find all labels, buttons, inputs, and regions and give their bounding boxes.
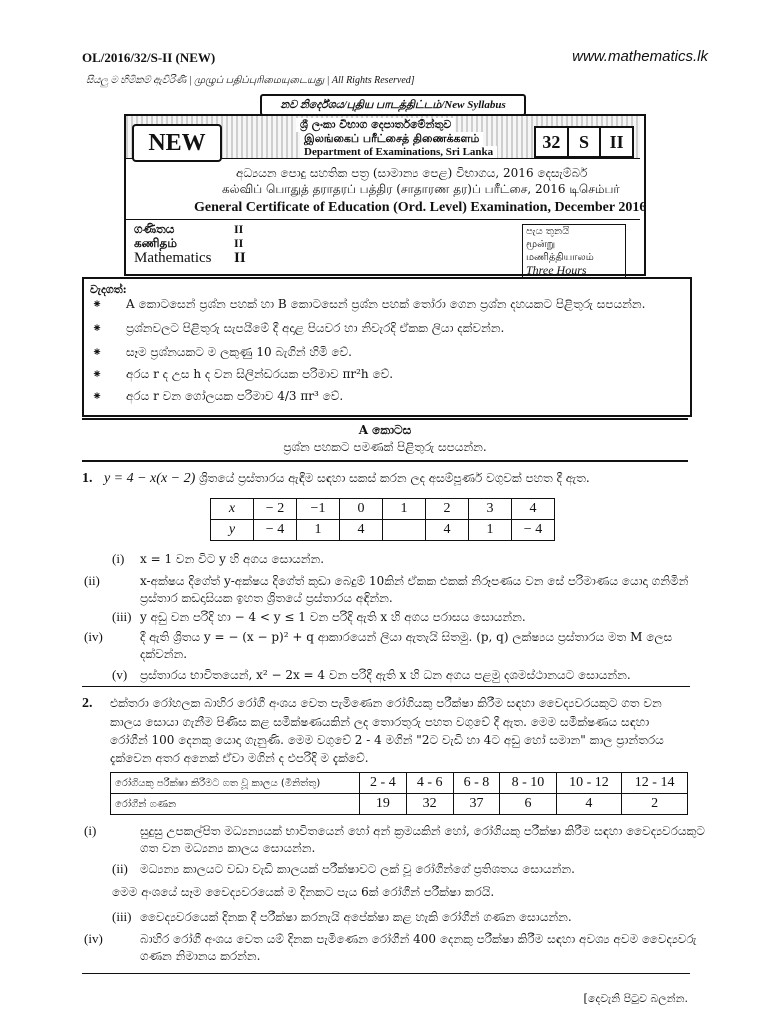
table-row (111, 794, 688, 815)
table-header-cell: රෝගීන් ගණන (111, 794, 360, 815)
table-cell: 32 (406, 794, 453, 815)
paper-code: OL/2016/32/S-II (NEW) (82, 50, 216, 65)
star-icon: ⁕ (92, 345, 103, 359)
instruction-text: අරය r ද උස h ද වන සිලින්ඩරයක පරිමාව πr²h වේ. (126, 367, 394, 381)
subject-english (134, 250, 246, 267)
table-cell: 0 (340, 499, 383, 520)
part-label: (i) (112, 551, 125, 566)
question-text: එක්තරා රෝහලක බාහිර රෝගී අංශය වෙත පැමිණෙන රෝගියකු පරීක්ෂා කිරීම සඳහා වෛද්‍යවරයකුට ගත වන කාලය සොයා ගැනීම පිණිස කළ සමීක්ෂණයකින් ලද තොරතුරු පහත වගුවේ දී ඇත. මෙම සමීක්ෂණය සඳහා රෝගීන් 100 දෙනකු යොදා ගැනුණි. මෙම වගුවේ 2 - 4 මගින් "2ට වැඩි හා 4ට අඩු හෝ සමාන" කාල ප්‍රාන්තරය දැක්වෙන අතර අනෙක් ඒවා මගින් ද එපරිදි ම දැක්වේ. (110, 696, 664, 765)
paper-number: II (234, 222, 244, 236)
part-text: වෛද්‍යවරයෙක් දිනක දී පරීක්ෂා කරනැයි අපේක්ෂා කළ හැකි රෝගීන් ගණන සොයන්න. (140, 910, 572, 924)
table-cell: − 2 (254, 499, 297, 520)
part-label: (i) (84, 823, 97, 838)
part-text: දී ඇති ශ්‍රිතය y = − (x − p)² + q ආකාරයෙන් ලියා ඇතැයි සිතමු. (p, q) ලක්ෂ්‍යය ප්‍රස්තාරය මත M ලෙස දක්වන්න. (140, 630, 673, 661)
q2-frequency-table (110, 772, 688, 815)
part-text: බාහිර රෝගී අංශය වෙත යම් දිනක පැමිණෙන රෝගීන් 400 දෙනකු පරීක්ෂා කිරීම සඳහා අවශ්‍ය අවම වෛද්‍යවරු ගණන නිමානය කරන්න. (140, 932, 697, 963)
table-cell: 12 - 14 (622, 773, 688, 794)
question-number: 2. (82, 696, 93, 711)
table-cell: 4 (340, 520, 383, 541)
paper-number: II (234, 250, 246, 266)
part-label: (iii) (112, 909, 132, 924)
part-text: සුදුසු උපකල්පිත මධ්‍යන්‍යයක් භාවිතයෙන් හෝ අන් ක්‍රමයකින් හෝ, රෝගියකු පරීක්ෂා කිරීම සඳහා වෛද්‍යවරයකුට ගත වන මධ්‍යන්‍ය කාලය සොයන්න. (140, 824, 705, 855)
star-icon: ⁕ (92, 389, 103, 403)
q2-part (112, 860, 690, 878)
q2-part (84, 822, 718, 857)
table-cell: 19 (360, 794, 407, 815)
instruction-text: ප්‍රශ්නවලට පිළිතුරු සැපයීමේ දී අදාළ පියවර හා නිවැරදි ඒකක ලියා දක්වන්න. (126, 321, 505, 335)
part-text: x = 1 වන විට y හි අගය සොයන්න. (140, 552, 325, 566)
question-2 (82, 694, 690, 767)
paper-code-box (534, 126, 634, 158)
instruction-item (92, 389, 343, 404)
exam-title-sinhala: අධ්‍යයන පොදු සහතික පත්‍ර (සාමාන්‍ය පෙළ) විභාගය, 2016 දෙසැම්බර් (236, 166, 588, 180)
table-cell: − 4 (512, 520, 555, 541)
q1-part (112, 666, 690, 684)
part-a-title: A කොටස (358, 423, 412, 437)
department-name-english: Department of Examinations, Sri Lanka (300, 146, 497, 158)
rights-notice: සියලු ම හිමිකම් ඇවිරිණි | முழுப் பதிப்புரிமையுடையது | All Rights Reserved] (86, 75, 415, 86)
part-text: මධ්‍යන්‍ය කාලයට වඩා වැඩි කාලයක් පරීක්ෂාවට ලක් වූ රෝගීන්ගේ ප්‍රතිශතය සොයන්න. (140, 862, 575, 876)
table-row (211, 520, 555, 541)
table-cell: 4 (512, 499, 555, 520)
table-header-cell: රෝගියකු පරීක්ෂා කිරීමට ගත වූ කාලය (මිනිත්තු) (111, 773, 360, 794)
part-text: ප්‍රස්තාරය භාවිතයෙන්, x² − 2x = 4 වන පරිදි ඇති x හි ධන අගය පළමු දශමස්ථානයට සොයන්න. (140, 668, 631, 682)
table-cell: 1 (383, 499, 426, 520)
part-text: y අඩු වන පරිදි හා − 4 < y ≤ 1 වන පරිදි ඇති x හි අගය පරාසය සොයන්න. (140, 610, 526, 624)
q1-part (84, 628, 718, 663)
instruction-item (92, 321, 504, 336)
q1-value-table (210, 498, 555, 541)
q2-part (84, 930, 718, 965)
part-label: (ii) (84, 573, 100, 588)
subject-row (126, 219, 640, 277)
table-row (111, 773, 688, 794)
q1-part (112, 550, 690, 568)
instruction-text: සෑම ප්‍රශ්නයකට ම ලකුණු 10 බැගින් හිමි වේ. (126, 345, 352, 359)
instruction-item (92, 345, 352, 360)
table-cell: 1 (297, 520, 340, 541)
instruction-item (92, 297, 645, 312)
instruction-item (92, 367, 393, 382)
instructions-title: වැදගත්: (90, 283, 127, 296)
table-cell: 4 (426, 520, 469, 541)
instructions-box (82, 277, 692, 417)
function-expression: y = 4 − x(x − 2) (103, 471, 196, 486)
table-cell: 2 - 4 (360, 773, 407, 794)
part-text: මෙම අංශයේ සෑම වෛද්‍යවරයෙක් ම දිනකට පැය 6ක් රෝගීන් පරීක්ෂා කරයි. (112, 885, 495, 899)
syllabus-label: නව නිර්දේශය/புதிய பாடத்திட்டம்/New Syllabus (260, 94, 526, 116)
star-icon: ⁕ (92, 321, 103, 335)
q1-part (112, 608, 690, 626)
table-cell: 8 - 10 (500, 773, 556, 794)
star-icon: ⁕ (92, 367, 103, 381)
time-box (522, 224, 626, 278)
website-url: www.mathematics.lk (572, 48, 708, 65)
exam-title-english: General Certificate of Education (Ord. Level) Examination, December 2016 (194, 200, 647, 215)
part-text: x-අක්ෂය දිගේත් y-අක්ෂය දිගේත් කුඩා බෙදුම් 10කින් ඒකක එකක් නිරූපණය වන සේ පරිමාණය යොදා ගනිමින් ප්‍රස්තාර කඩදාසියක ඉහත ශ්‍රිතයේ ප්‍රස්තාරය අඳින්න. (140, 574, 689, 605)
q2-note (112, 884, 690, 901)
table-cell: 4 - 6 (406, 773, 453, 794)
exam-title-tamil: கல்விப் பொதுத் தராதரப் பத்திர (சாதாரண தர)ப் பரீட்சை, 2016 டிசெம்பர் (222, 182, 620, 196)
table-header-cell: y (211, 520, 254, 541)
time-tamil: மூன்று மணித்தியாலம் (526, 239, 594, 263)
question-number: 1. (82, 471, 93, 486)
part-a-header (82, 418, 688, 462)
table-cell (383, 520, 426, 541)
part-label: (ii) (112, 861, 128, 876)
star-icon: ⁕ (92, 297, 103, 311)
subject-name: ගණිතය (134, 222, 175, 236)
table-cell: 6 - 8 (453, 773, 500, 794)
table-cell: 4 (556, 794, 622, 815)
q2-part (112, 908, 690, 926)
turn-page-note: [දෙවැනි පිටුව බලන්න. (583, 992, 688, 1005)
table-cell: − 4 (254, 520, 297, 541)
department-name-sinhala: ශ්‍රී ලංකා විභාග දෙපාර්තමේන්තුව (296, 118, 455, 132)
subject-name: Mathematics (134, 250, 212, 266)
table-cell: 3 (469, 499, 512, 520)
part-label: (v) (112, 667, 128, 682)
question-divider (82, 686, 690, 687)
table-cell: 37 (453, 794, 500, 815)
paper-number: II (234, 236, 244, 250)
table-row (211, 499, 555, 520)
page-bottom-rule (82, 973, 690, 974)
subject-name: கணிதம் (134, 236, 177, 250)
instruction-text: A කොටසෙන් ප්‍රශ්න පහක් හා B කොටසෙන් ප්‍රශ්න පහක් තෝරා ගෙන ප්‍රශ්න දහයකට පිළිතුරු සපයන්න. (126, 297, 646, 311)
department-name-tamil: இலங்கைப் பரீட்சைத் திணைக்களம் (300, 132, 483, 147)
code-cell: S (569, 128, 602, 156)
table-header-cell: x (211, 499, 254, 520)
table-cell: 6 (500, 794, 556, 815)
time-english: Three Hours (526, 263, 587, 277)
code-cell: 32 (536, 128, 569, 156)
table-cell: 2 (426, 499, 469, 520)
table-cell: −1 (297, 499, 340, 520)
question-1 (82, 468, 690, 489)
table-cell: 2 (622, 794, 688, 815)
table-cell: 10 - 12 (556, 773, 622, 794)
time-sinhala: පැය තුනයි (526, 226, 570, 237)
instruction-text: අරය r වන ගෝලයක පරිමාව 4/3 πr³ වේ. (126, 389, 344, 403)
part-a-subtitle: ප්‍රශ්න පහකට පමණක් පිළිතුරු සපයන්න. (283, 440, 487, 454)
part-label: (iv) (84, 931, 103, 946)
new-badge: NEW (132, 124, 222, 162)
code-cell: II (609, 132, 624, 152)
part-label: (iv) (84, 629, 103, 644)
q1-part (84, 572, 718, 607)
part-label: (iii) (112, 609, 132, 624)
subject-sinhala (134, 222, 244, 237)
question-text: ශ්‍රිතයේ ප්‍රස්තාරය ඇඳීම සඳහා සකස් කරන ලද අසම්පූර්ණ වගුවක් පහත දී ඇත. (199, 471, 590, 485)
table-cell: 1 (469, 520, 512, 541)
